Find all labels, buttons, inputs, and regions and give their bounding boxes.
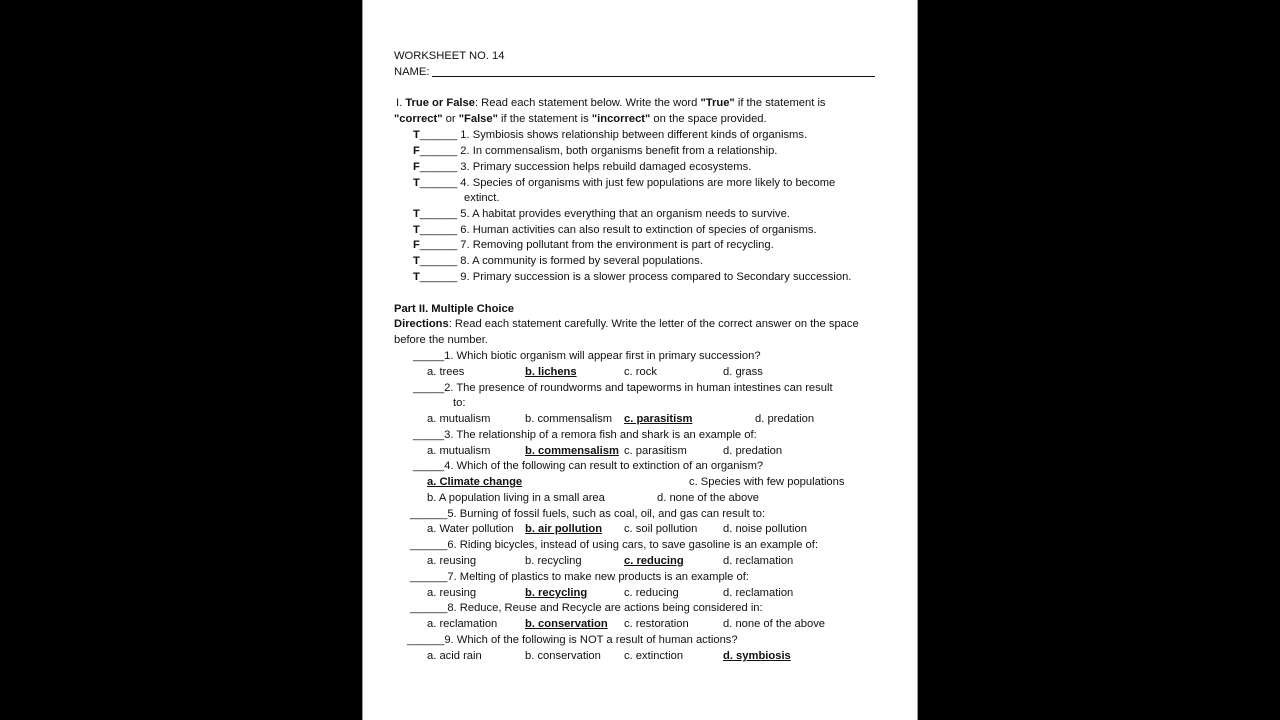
option-b: b. recycling bbox=[525, 555, 582, 567]
option-a: a. trees bbox=[427, 366, 465, 378]
option-c: c. restoration bbox=[624, 618, 689, 630]
mc-question-3: _____3. The relationship of a remora fish and shark is an example of: bbox=[413, 429, 757, 441]
tf-answer: F bbox=[413, 161, 420, 173]
tf-item: T______ 4. Species of organisms with just few populations are more likely to become bbox=[413, 177, 836, 189]
tf-item-continuation: extinct. bbox=[464, 192, 500, 204]
option-b-answer: b. lichens bbox=[525, 366, 577, 378]
option-b-answer: b. commensalism bbox=[525, 445, 619, 457]
mc-options-4-row1 bbox=[363, 475, 918, 490]
mc-options-1 bbox=[363, 365, 918, 380]
part1-directions-line2: "correct" or "False" if the statement is "incorrect" on the space provided. bbox=[394, 113, 767, 125]
option-c: c. soil pollution bbox=[624, 523, 698, 535]
name-label: NAME: bbox=[394, 66, 430, 78]
tf-answer: T bbox=[413, 177, 420, 189]
mc-question-1: _____1. Which biotic organism will appear first in primary succession? bbox=[413, 350, 761, 362]
tf-item: T______ 1. Symbiosis shows relationship between different kinds of organisms. bbox=[413, 129, 808, 141]
option-d: d. noise pollution bbox=[723, 523, 807, 535]
option-d: d. predation bbox=[755, 413, 815, 425]
mc-question-2-continuation: to: bbox=[453, 397, 466, 409]
mc-options-4-row2 bbox=[363, 491, 918, 506]
option-c-answer: c. reducing bbox=[624, 555, 684, 567]
tf-answer: F bbox=[413, 145, 420, 157]
option-a: a. reusing bbox=[427, 555, 477, 567]
option-d: d. none of the above bbox=[723, 618, 826, 630]
tf-item: T______ 5. A habitat provides everything that an organism needs to survive. bbox=[413, 208, 790, 220]
option-b-answer: b. air pollution bbox=[525, 523, 603, 535]
tf-item: F______ 7. Removing pollutant from the environment is part of recycling. bbox=[413, 239, 774, 251]
tf-item: F______ 3. Primary succession helps rebuild damaged ecosystems. bbox=[413, 161, 752, 173]
option-c: c. reducing bbox=[624, 587, 679, 599]
option-d: d. predation bbox=[723, 445, 783, 457]
tf-answer: T bbox=[413, 255, 420, 267]
option-d: d. none of the above bbox=[657, 492, 760, 504]
part2-directions-line1: Directions: Read each statement carefully. Write the letter of the correct answer on the space bbox=[394, 318, 859, 330]
option-a: a. Water pollution bbox=[427, 523, 514, 535]
part1-heading: True or False bbox=[405, 97, 475, 109]
option-a: a. reclamation bbox=[427, 618, 498, 630]
option-b: b. commensalism bbox=[525, 413, 613, 425]
option-a-answer: a. Climate change bbox=[427, 476, 523, 488]
part2-heading: Part II. Multiple Choice bbox=[394, 303, 514, 315]
option-c-answer: c. parasitism bbox=[624, 413, 693, 425]
option-a: a. mutualism bbox=[427, 445, 491, 457]
tf-answer: T bbox=[413, 208, 420, 220]
option-c: c. extinction bbox=[624, 650, 684, 662]
option-b-answer: b. conservation bbox=[525, 618, 608, 630]
mc-options-8 bbox=[363, 617, 918, 632]
option-c: c. parasitism bbox=[624, 445, 687, 457]
tf-item: T______ 8. A community is formed by several populations. bbox=[413, 255, 703, 267]
option-c: c. rock bbox=[624, 366, 657, 378]
tf-item: F______ 2. In commensalism, both organisms benefit from a relationship. bbox=[413, 145, 778, 157]
worksheet-title: WORKSHEET NO. 14 bbox=[394, 50, 505, 62]
mc-question-8: ______8. Reduce, Reuse and Recycle are actions being considered in: bbox=[410, 602, 763, 614]
option-a: a. acid rain bbox=[427, 650, 482, 662]
tf-answer: T bbox=[413, 224, 420, 236]
option-c: c. Species with few populations bbox=[689, 476, 845, 488]
tf-item: T______ 9. Primary succession is a slower process compared to Secondary succession. bbox=[413, 271, 852, 283]
part1-directions-line1: I. True or False: Read each statement below. Write the word "True" if the statement is bbox=[396, 97, 826, 109]
mc-question-2: _____2. The presence of roundworms and tapeworms in human intestines can result bbox=[413, 382, 833, 394]
mc-options-5 bbox=[363, 522, 918, 537]
mc-question-5: ______5. Burning of fossil fuels, such as coal, oil, and gas can result to: bbox=[410, 508, 766, 520]
mc-question-6: ______6. Riding bicycles, instead of using cars, to save gasoline is an example of: bbox=[410, 539, 818, 551]
tf-answer: T bbox=[413, 129, 420, 141]
tf-item: T______ 6. Human activities can also result to extinction of species of organisms. bbox=[413, 224, 817, 236]
worksheet-page bbox=[362, 0, 918, 720]
tf-answer: T bbox=[413, 271, 420, 283]
mc-question-7: ______7. Melting of plastics to make new products is an example of: bbox=[410, 571, 749, 583]
mc-options-9 bbox=[363, 649, 918, 664]
mc-options-2 bbox=[363, 412, 918, 427]
mc-question-4: _____4. Which of the following can result to extinction of an organism? bbox=[413, 460, 764, 472]
option-d-answer: d. symbiosis bbox=[723, 650, 791, 662]
option-d: d. grass bbox=[723, 366, 763, 378]
mc-options-3 bbox=[363, 444, 918, 459]
part2-directions-line2: before the number. bbox=[394, 334, 488, 346]
option-a: a. mutualism bbox=[427, 413, 491, 425]
tf-answer: F bbox=[413, 239, 420, 251]
mc-question-9: ______9. Which of the following is NOT a result of human actions? bbox=[407, 634, 738, 646]
name-blank-line bbox=[432, 76, 875, 77]
option-b: b. A population living in a small area bbox=[427, 492, 605, 504]
option-b: b. conservation bbox=[525, 650, 601, 662]
mc-options-6 bbox=[363, 554, 918, 569]
option-a: a. reusing bbox=[427, 587, 477, 599]
option-d: d. reclamation bbox=[723, 587, 794, 599]
option-b-answer: b. recycling bbox=[525, 587, 588, 599]
mc-options-7 bbox=[363, 586, 918, 601]
option-d: d. reclamation bbox=[723, 555, 794, 567]
